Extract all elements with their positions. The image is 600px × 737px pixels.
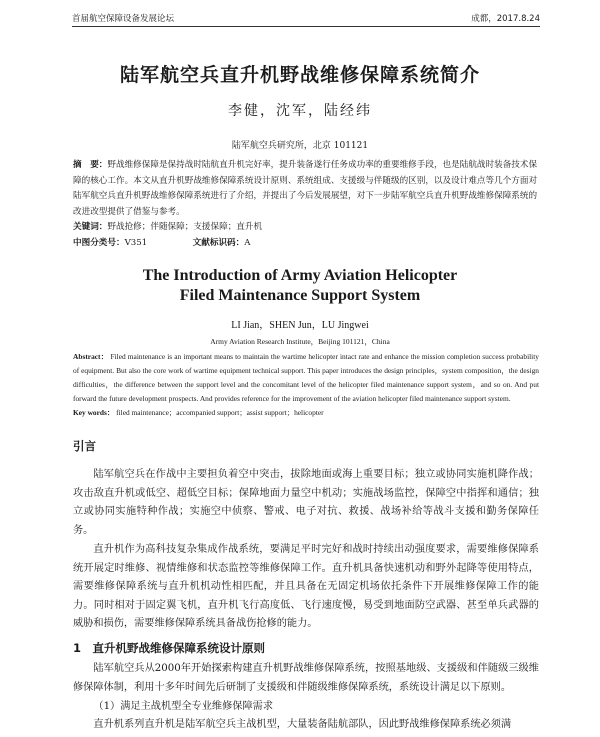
chinese-authors: 李健，沈军，陆经纬 xyxy=(228,103,372,119)
keywords-text: 野战抢修；伴随保障；支援保障；直升机 xyxy=(107,222,263,232)
section-1-paragraph-1: 陆军航空兵从2000年开始探索构建直升机野战维修保障系统，按照基地级、支援级和伴随级三级维修保障体制，利用十多年时间先后研制了支援级和伴随级维修保障系统，系统设计满足以下原则。 xyxy=(73,663,539,693)
chinese-affiliation: 陆军航空兵研究所，北京 101121 xyxy=(231,141,369,151)
chinese-abstract-block xyxy=(73,158,539,251)
english-keywords-text: filed maintenance；accompanied support；assist support；helicopter xyxy=(116,408,324,417)
english-abstract xyxy=(73,350,539,406)
keywords-label: 关键词： xyxy=(73,222,108,232)
subsection-1-heading: （1）满足主战机型全专业维修保障需求 xyxy=(93,701,274,712)
intro-paragraph-1: 陆军航空兵在作战中主要担负着空中突击，拔除地面或海上重要目标；独立或协同实施机降作战；攻击敌直升机或低空、超低空目标；保障地面力量空中机动；实施战场监控，保障空中指挥和通信；独立或协同实施特种作战；实施空中侦察、警戒、电子对抗、救援、战场补给等战斗支援和勤务保障任务。 xyxy=(73,469,539,536)
running-header xyxy=(72,10,540,27)
section-1-heading: 1 直升机野战维修保障系统设计原则 xyxy=(73,641,265,655)
english-title-line1: The Introduction of Army Aviation Helicopter xyxy=(142,267,458,284)
chinese-title: 陆军航空兵直升机野战维修保障系统简介 xyxy=(119,64,480,86)
clc-label: 中图分类号： xyxy=(73,237,125,248)
english-abstract-label: Abstract： xyxy=(73,352,109,361)
english-affiliation: Army Aviation Research Institute，Beijing 101121，China xyxy=(210,337,390,346)
english-keywords xyxy=(73,406,539,420)
english-keywords-label: Key words： xyxy=(73,408,115,417)
english-title-line2: Filed Maintenance Support System xyxy=(179,287,421,304)
abstract-text: 野战维修保障是保持战时陆航直升机完好率，提升装备遂行任务成功率的重要维修手段，也是陆航战时装备技术保障的核心工作。本文从直升机野战维修保障系统设计原则、系统组成、支援级与伴随级的区别，以及设计难点等几个方面对陆军航空兵直升机野战维修保障系统进行了介绍，并提出了今后发展展望，对下一步陆军航空兵直升机野战维修保障系统的改进改型提供了借鉴与参考。 xyxy=(73,160,538,217)
doc-code-label: 文献标识码： xyxy=(192,237,245,248)
intro-heading: 引言 xyxy=(73,439,96,453)
conference-location-date: 成都，2017.8.24 xyxy=(471,14,540,24)
english-title xyxy=(0,266,600,306)
abstract-label: 摘 要： xyxy=(73,160,108,170)
intro-paragraph-2: 直升机作为高科技复杂集成作战系统，要满足平时完好和战时持续出动强度要求，需要维修保障系统开展定时维修、视情维修和状态监控等维修保障工作。直升机具备快速机动和野外起降等使用特点，需要维修保障系统与直升机机动性相匹配，并且具备在无固定机场依托条件下开展维修保障工作的能力。同时相对于固定翼飞机，直升机飞行高度低、飞行速度慢，易受到地面防空武器、甚至单兵武器的威胁和损伤，需要维修保障系统具备战伤抢修的能力。 xyxy=(73,544,539,629)
english-abstract-block xyxy=(73,350,539,420)
english-authors: LI Jian，SHEN Jun，LU Jingwei xyxy=(231,320,369,331)
section-1-paragraph-2: 直升机系列直升机是陆军航空兵主战机型，大量装备陆航部队，因此野战维修保障系统必须满 xyxy=(93,719,512,730)
classification-line xyxy=(73,236,539,252)
english-abstract-text: Filed maintenance is an important means to maintain the wartime helicopter intact rate and enhance the mission completion success probability of equipment. But also the core work of wartime equipment technical support. This paper introduces the design principles，system composition，the design difficulties，the difference between the support level and the concomitant level of the helicopter filed maintenance support system，and so on. And put forward the future development prospects. And provides reference for the improvement of the aviation helicopter filed maintenance support system. xyxy=(73,352,539,403)
clc-value: V351 xyxy=(124,237,148,248)
chinese-abstract xyxy=(73,158,539,220)
doc-code-value: A xyxy=(244,237,251,248)
journal-name: 首届航空保障设备发展论坛 xyxy=(72,14,175,24)
chinese-keywords xyxy=(73,220,539,236)
